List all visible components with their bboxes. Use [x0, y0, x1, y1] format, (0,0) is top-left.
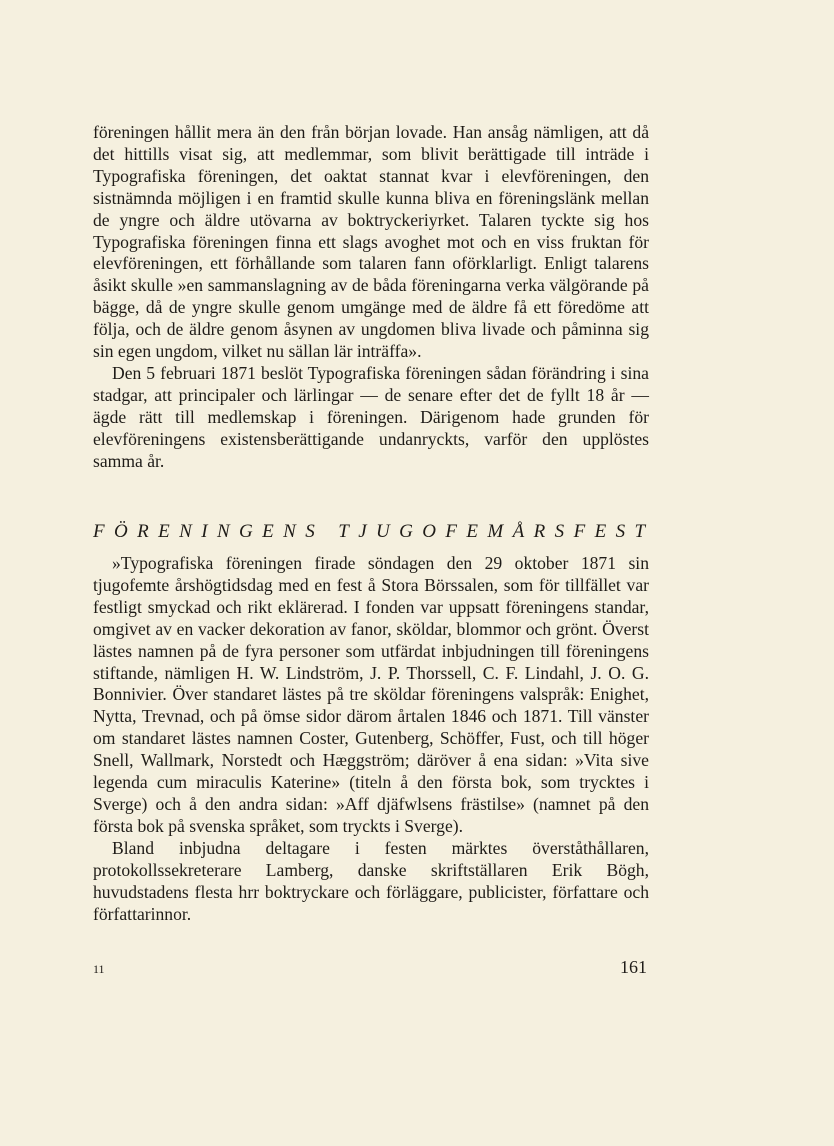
signature-mark: 11 [93, 962, 105, 976]
section-heading: FÖRENINGENS TJUGOFEMÅRSFEST [93, 521, 655, 542]
paragraph-speaker-argument: föreningen hållit mera än den från början lovade. Han ansåg nämligen, att då det hittills visat sig, att medlemmar, som blivit berättigade till inträde i Typografiska föreningen, det oaktat stannat kvar i elevföreningen, den sistnämnda möjligen i en framtid skulle kunna bliva en föreningslänk mellan de yngre och äldre utövarna av boktryckeriyrket. Talaren tyckte sig hos Typografiska föreningen finna ett slags avoghet mot och en viss fruktan för elevföreningen, ett förhållande som talaren fann oförklarligt. Enligt talarens åsikt skulle »en sammanslagning av de båda föreningarna verka välgörande på bägge, då de yngre skulle genom umgänge med de äldre få ett föredöme att följa, och de äldre genom åsynen av ungdomen bliva livade och påminna sig sin egen ungdom, vilket nu sällan lär inträffa». [93, 122, 649, 362]
paragraph-festival-description: »Typografiska föreningen firade söndagen den 29 oktober 1871 sin tjugofemte årshögtidsdag med en fest å Stora Börssalen, som för tillfället var festligt smyckad och rikt eklärerad. I fonden var uppsatt föreningens standar, omgivet av en vacker dekoration av fanor, sköldar, blommor och grönt. Överst lästes namnen på de fyra personer som utfärdat inbjudningen till föreningens stiftande, nämligen H. W. Lindström, J. P. Thorssell, C. F. Lindahl, J. O. G. Bonnivier. Över standaret lästes på tre sköldar föreningens valspråk: Enighet, Nytta, Trevnad, och på ömse sidor därom årtalen 1846 och 1871. Till vänster om standaret lästes namnen Coster, Gutenberg, Schöffer, Fust, och till höger Snell, Wallmark, Norstedt och Hæggström; däröver å ena sidan: »Vita sive legenda cum miraculis Katerine» (titeln å den första bok, som trycktes i Sverge) och å den andra sidan: »Aff djäfwlsens frästilse» (namnet på den första bok på svenska språket, som tryckts i Sverge). [93, 553, 649, 836]
intro-text-block [93, 122, 649, 473]
section-text-block [93, 553, 649, 925]
page-number: 161 [620, 957, 647, 977]
paragraph-statute-change: Den 5 februari 1871 beslöt Typografiska föreningen sådan förändring i sina stadgar, att principaler och lärlingar — de senare efter det de fyllt 18 år — ägde rätt till medlemskap i föreningen. Därigenom hade grunden för elevföreningens existensberättigande undanryckts, varför den upplöstes samma år. [93, 362, 649, 471]
paragraph-invited-guests: Bland inbjudna deltagare i festen märktes överståthållaren, protokollssekreterare Lamberg, danske skriftställaren Erik Bögh, huvudstadens flesta hrr boktryckare och förläggare, publicister, författare och författarinnor. [93, 837, 649, 924]
